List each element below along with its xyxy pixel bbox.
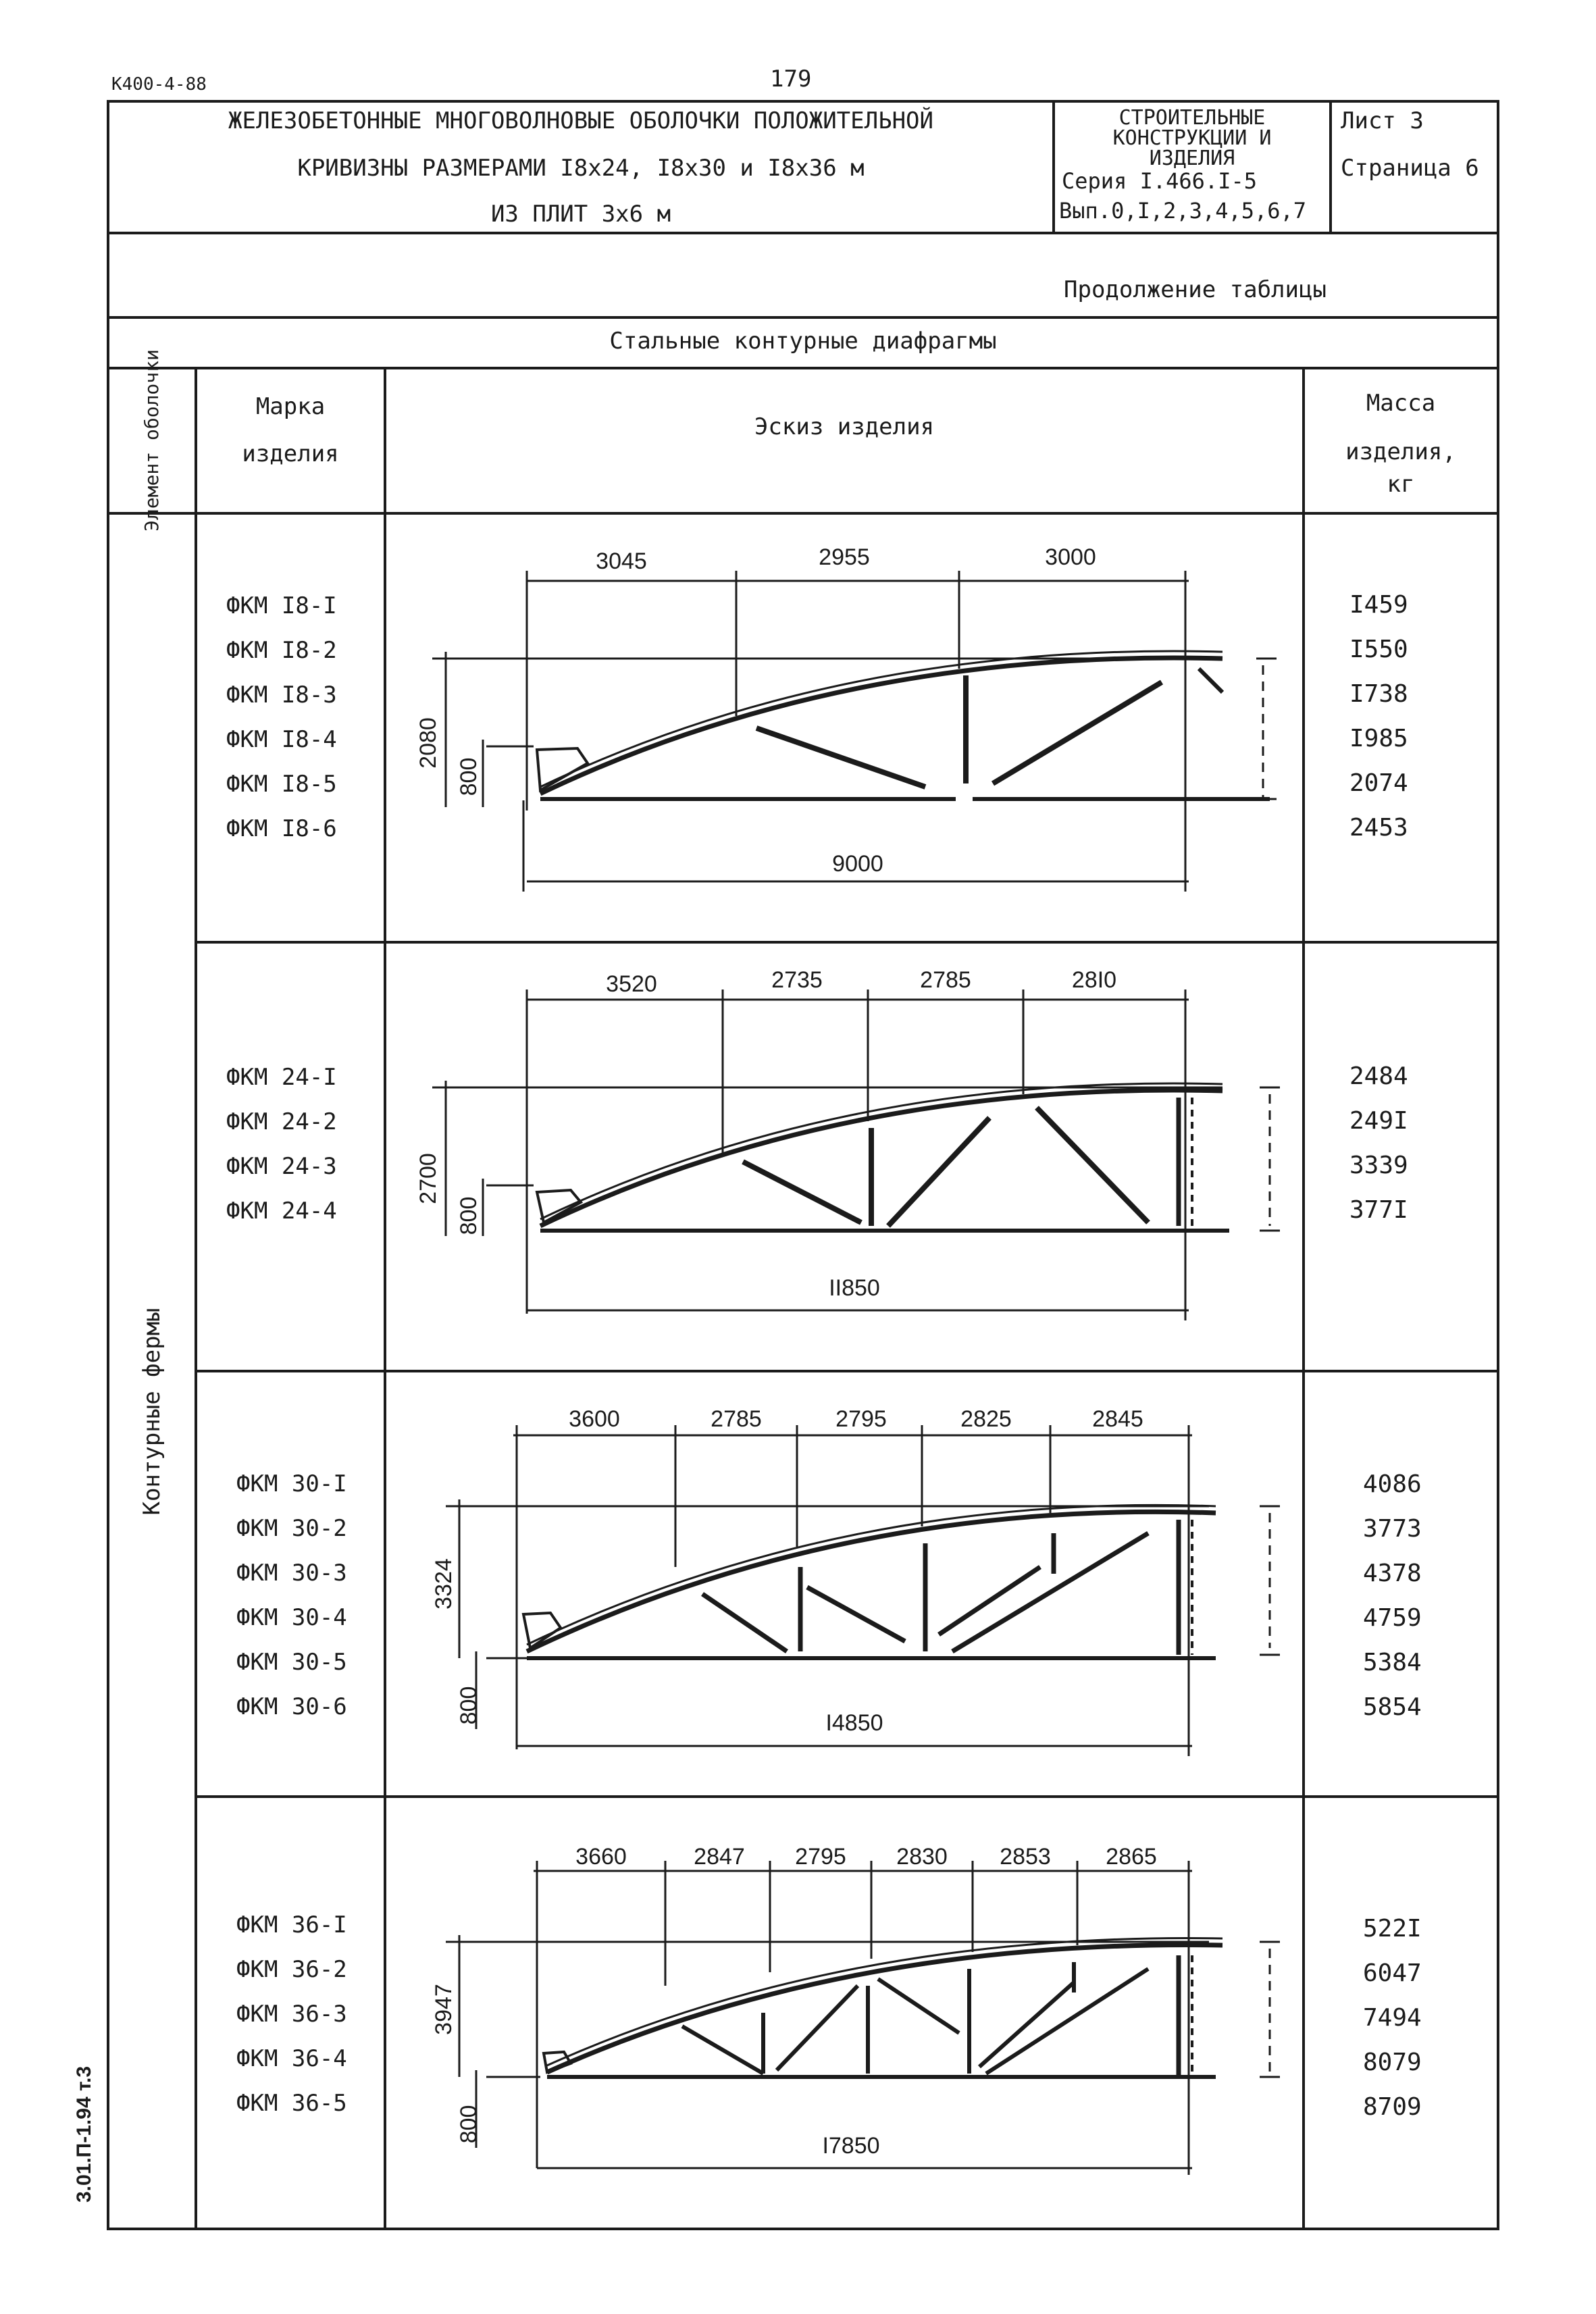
mass-fkm30-5: 5384 — [1363, 1649, 1422, 1676]
mass-fkm24-4: 377I — [1349, 1196, 1408, 1224]
span-fkm18: 9000 — [832, 851, 883, 877]
height-fkm30: 3324 — [431, 1558, 457, 1610]
span-fkm24: II850 — [829, 1275, 880, 1301]
mass-fkm18-3: I738 — [1349, 680, 1408, 708]
header-mass-1: Масса — [1366, 390, 1436, 417]
panel-fkm24-4: 28I0 — [1071, 967, 1117, 993]
mark-fkm30-3: ФКМ 30-3 — [236, 1560, 347, 1587]
panel-fkm30-3: 2795 — [835, 1406, 887, 1432]
header-sketch: Эскиз изделия — [754, 413, 935, 440]
category-line-1: СТРОИТЕЛЬНЫЕ — [1118, 106, 1266, 130]
mark-fkm18-4: ФКМ I8-4 — [226, 726, 337, 753]
page-number: 179 — [770, 66, 812, 93]
category-line-2: КОНСТРУКЦИИ И — [1112, 126, 1272, 150]
mass-fkm18-5: 2074 — [1349, 769, 1408, 797]
panel-fkm36-1: 3660 — [575, 1844, 627, 1870]
panel-fkm36-5: 2853 — [1000, 1844, 1051, 1870]
mass-fkm36-4: 8079 — [1363, 2049, 1422, 2076]
mark-fkm24-2: ФКМ 24-2 — [226, 1108, 337, 1135]
mark-fkm36-5: ФКМ 36-5 — [236, 2090, 347, 2117]
mass-fkm18-4: I985 — [1349, 725, 1408, 752]
header-mark-1: Марка — [255, 393, 326, 420]
category-line-3: ИЗДЕЛИЯ — [1149, 147, 1235, 170]
title-line-2: КРИВИЗНЫ РАЗМЕРАМИ I8x24, I8x30 и I8x36 м — [297, 155, 865, 182]
mass-fkm36-1: 522I — [1363, 1915, 1422, 1943]
base-fkm36: 800 — [456, 2105, 482, 2144]
mark-fkm36-4: ФКМ 36-4 — [236, 2045, 347, 2072]
mark-fkm18-3: ФКМ I8-3 — [226, 682, 337, 709]
panel-fkm30-4: 2825 — [960, 1406, 1012, 1432]
mass-fkm24-1: 2484 — [1349, 1062, 1408, 1090]
page-label: Страница 6 — [1341, 155, 1479, 182]
mass-fkm30-2: 3773 — [1363, 1515, 1422, 1543]
mark-fkm36-1: ФКМ 36-I — [236, 1911, 347, 1938]
panel-fkm24-1: 3520 — [606, 971, 657, 997]
height-fkm18: 2080 — [415, 717, 441, 769]
sheet-number: Лист 3 — [1341, 107, 1424, 134]
base-fkm18: 800 — [456, 757, 482, 796]
panel-fkm24-3: 2785 — [920, 967, 971, 993]
panel-fkm30-5: 2845 — [1092, 1406, 1143, 1432]
panel-fkm18-2: 2955 — [819, 544, 870, 570]
mass-fkm18-1: I459 — [1349, 591, 1408, 619]
side-stamp: 3.01.П-1.94 т.3 — [73, 2065, 95, 2203]
mass-fkm30-1: 4086 — [1363, 1470, 1422, 1498]
element-name: Контурные фермы — [138, 1308, 165, 1516]
mark-fkm18-5: ФКМ I8-5 — [226, 771, 337, 798]
header-mark-2: изделия — [242, 440, 339, 467]
mark-fkm30-4: ФКМ 30-4 — [236, 1604, 347, 1631]
mark-fkm24-1: ФКМ 24-I — [226, 1064, 337, 1091]
mass-fkm30-3: 4378 — [1363, 1560, 1422, 1587]
mass-fkm18-6: 2453 — [1349, 814, 1408, 842]
mark-fkm36-2: ФКМ 36-2 — [236, 1956, 347, 1983]
base-fkm30: 800 — [456, 1686, 482, 1725]
mark-fkm30-1: ФКМ 30-I — [236, 1470, 347, 1497]
header-element: Элемент оболочки — [140, 349, 163, 532]
mass-fkm24-3: 3339 — [1349, 1152, 1408, 1179]
section-title: Стальные контурные диафрагмы — [609, 328, 997, 355]
continuation-label: Продолжение таблицы — [1064, 276, 1327, 303]
panel-fkm36-3: 2795 — [795, 1844, 846, 1870]
panel-fkm36-6: 2865 — [1106, 1844, 1157, 1870]
panel-fkm24-2: 2735 — [771, 967, 823, 993]
header-mass-2: изделия, — [1345, 438, 1456, 465]
height-fkm24: 2700 — [415, 1153, 441, 1204]
title-line-1: ЖЕЛЕЗОБЕТОННЫЕ МНОГОВОЛНОВЫЕ ОБОЛОЧКИ ПОЛОЖИТЕЛЬНОЙ — [228, 107, 933, 134]
span-fkm30: I4850 — [825, 1710, 883, 1736]
series-number: Серия I.466.I-5 — [1062, 168, 1257, 194]
mark-fkm24-4: ФКМ 24-4 — [226, 1198, 337, 1225]
span-fkm36: I7850 — [822, 2133, 880, 2159]
mass-fkm30-6: 5854 — [1363, 1693, 1422, 1721]
height-fkm36: 3947 — [431, 1984, 457, 2035]
mass-fkm18-2: I550 — [1349, 636, 1408, 663]
header-mass-3: кг — [1387, 471, 1415, 498]
mark-fkm18-6: ФКМ I8-6 — [226, 815, 337, 842]
mark-fkm30-2: ФКМ 30-2 — [236, 1515, 347, 1542]
base-fkm24: 800 — [456, 1196, 482, 1235]
panel-fkm30-1: 3600 — [569, 1406, 620, 1432]
panel-fkm30-2: 2785 — [711, 1406, 762, 1432]
issue-numbers: Вып.0,I,2,3,4,5,6,7 — [1059, 198, 1307, 224]
panel-fkm18-3: 3000 — [1045, 544, 1096, 570]
mass-fkm36-3: 7494 — [1363, 2004, 1422, 2032]
title-line-3: ИЗ ПЛИТ 3x6 м — [490, 201, 671, 228]
mark-fkm18-2: ФКМ I8-2 — [226, 637, 337, 664]
mark-fkm24-3: ФКМ 24-3 — [226, 1153, 337, 1180]
panel-fkm36-4: 2830 — [896, 1844, 948, 1870]
mark-fkm18-1: ФКМ I8-I — [226, 592, 337, 619]
mass-fkm36-2: 6047 — [1363, 1959, 1422, 1987]
mark-fkm30-6: ФКМ 30-6 — [236, 1693, 347, 1720]
mass-fkm24-2: 249I — [1349, 1107, 1408, 1135]
doc-code: К400-4-88 — [111, 74, 207, 95]
mass-fkm30-4: 4759 — [1363, 1604, 1422, 1632]
panel-fkm36-2: 2847 — [694, 1844, 745, 1870]
mark-fkm30-5: ФКМ 30-5 — [236, 1649, 347, 1676]
mass-fkm36-5: 8709 — [1363, 2093, 1422, 2121]
panel-fkm18-1: 3045 — [596, 548, 647, 574]
mark-fkm36-3: ФКМ 36-3 — [236, 2001, 347, 2028]
